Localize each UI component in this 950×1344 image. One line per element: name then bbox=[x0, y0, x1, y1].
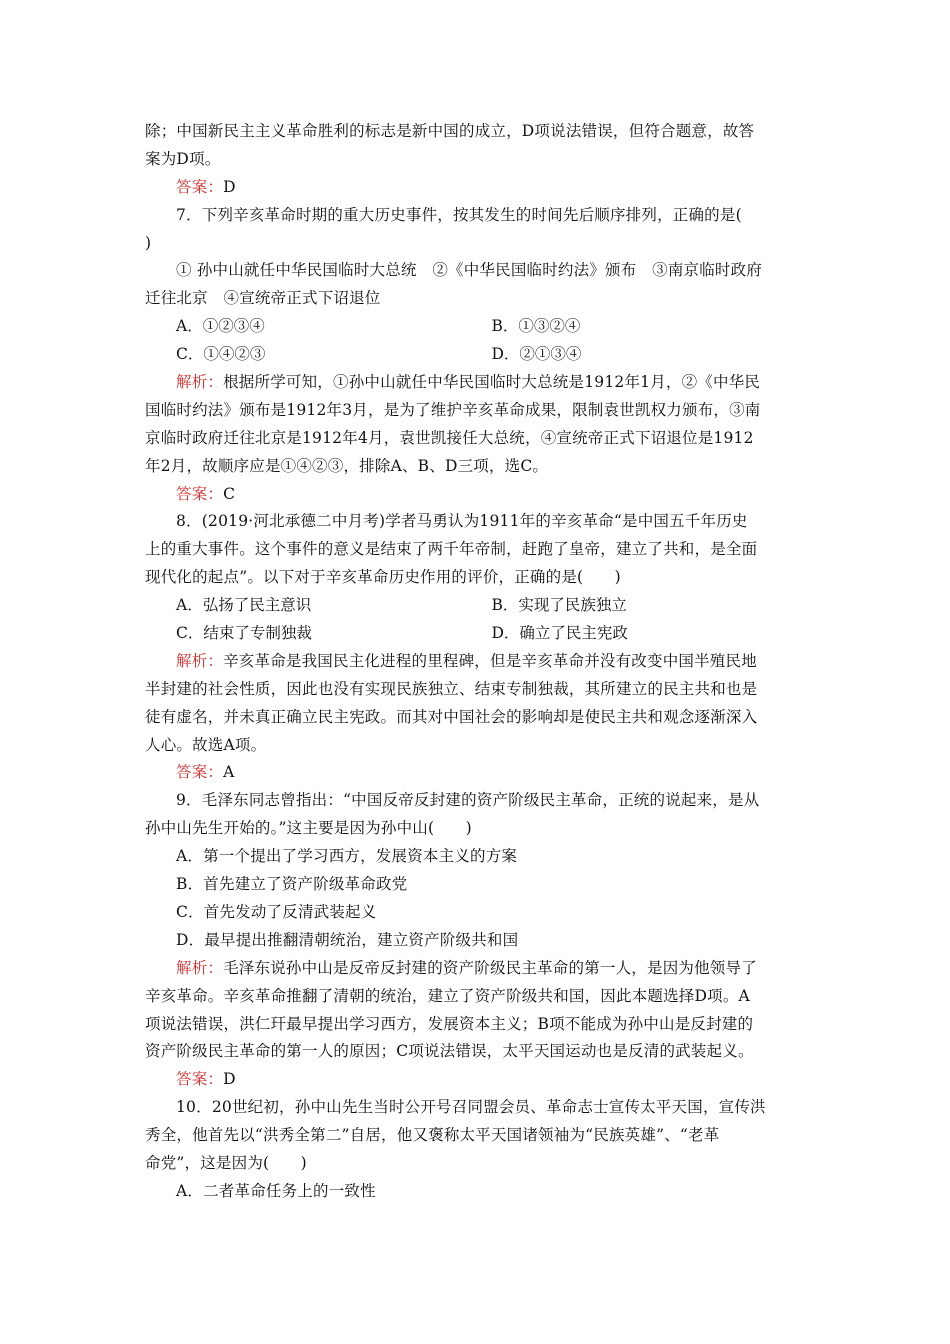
answer-value: D bbox=[223, 177, 236, 196]
analysis-line bbox=[145, 955, 807, 983]
text-line: 9．毛泽东同志曾指出：“中国反帝反封建的资产阶级民主革命，正统的说起来，是从 bbox=[176, 791, 760, 810]
text-line: 10．20世纪初，孙中山先生当时公开号召同盟会员、革命志士宣传太平天国，宣传洪 bbox=[176, 1098, 766, 1117]
text-line: 上的重大事件。这个事件的意义是结束了两千年帝制，赶跑了皇帝，建立了共和，是全面 bbox=[145, 540, 758, 559]
option-row bbox=[145, 620, 807, 648]
answer-line bbox=[145, 759, 807, 787]
analysis-text: 毛泽东说孙中山是反帝反封建的资产阶级民主革命的第一人，是因为他领导了 bbox=[223, 958, 757, 977]
text-line: 命党”，这是因为( ) bbox=[145, 1153, 307, 1172]
option-item: C．①④②③ bbox=[176, 345, 266, 364]
text-line: 国临时约法》颁布是1912年3月，是为了维护辛亥革命成果，限制袁世凯权力颁布，③南 bbox=[145, 400, 761, 419]
answer-label: 答案： bbox=[176, 177, 224, 196]
text-line: 现代化的起点”。以下对于辛亥革命历史作用的评价，正确的是( ) bbox=[145, 568, 621, 587]
text-line: 半封建的社会性质，因此也没有实现民族独立、结束专制独裁，其所建立的民主共和也是 bbox=[145, 679, 758, 698]
text-line: 项说法错误，洪仁玕最早提出学习西方，发展资本主义；B项不能成为孙中山是反封建的 bbox=[145, 1014, 754, 1033]
text-line: 资产阶级民主革命的第一人的原因；C项说法错误，太平天国运动也是反清的武装起义。 bbox=[145, 1042, 754, 1061]
answer-value: D bbox=[223, 1070, 236, 1089]
analysis-label: 解析： bbox=[176, 651, 224, 670]
text-line: 徒有虚名，并未真正确立民主宪政。而其对中国社会的影响却是使民主共和观念逐渐深入 bbox=[145, 707, 758, 726]
option-item: A．①②③④ bbox=[176, 317, 265, 336]
text-line: A．第一个提出了学习西方，发展资本主义的方案 bbox=[176, 847, 518, 866]
option-item: B．实现了民族独立 bbox=[491, 596, 627, 615]
analysis-line bbox=[145, 648, 807, 676]
answer-label: 答案： bbox=[176, 484, 224, 503]
text-line: 孙中山先生开始的。”这主要是因为孙中山( ) bbox=[145, 819, 472, 838]
answer-value: A bbox=[223, 763, 235, 782]
text-line: A．二者革命任务上的一致性 bbox=[176, 1181, 376, 1200]
text-line: C．首先发动了反清武装起义 bbox=[176, 902, 377, 921]
answer-label: 答案： bbox=[176, 1070, 224, 1089]
text-line: D．最早提出推翻清朝统治，建立资产阶级共和国 bbox=[176, 930, 519, 949]
text-line: 人心。故选A项。 bbox=[145, 735, 267, 754]
answer-line bbox=[145, 1066, 807, 1094]
answer-value: C bbox=[223, 484, 236, 503]
option-row bbox=[145, 341, 807, 369]
analysis-label: 解析： bbox=[176, 373, 224, 392]
option-item: D．确立了民主宪政 bbox=[491, 624, 628, 643]
text-line: ) bbox=[145, 233, 152, 252]
analysis-text: 辛亥革命是我国民主化进程的里程碑，但是辛亥革命并没有改变中国半殖民地 bbox=[223, 651, 757, 670]
option-item: C．结束了专制独裁 bbox=[176, 624, 312, 643]
text-line: 7．下列辛亥革命时期的重大历史事件，按其发生的时间先后顺序排列，正确的是( bbox=[176, 205, 742, 224]
text-line: 京临时政府迁往北京是1912年4月，袁世凯接任大总统，④宣统帝正式下诏退位是1912 bbox=[145, 428, 754, 447]
text-line: B．首先建立了资产阶级革命政党 bbox=[176, 875, 408, 894]
text-line: 年2月，故顺序应是①④②③，排除A、B、D三项，选C。 bbox=[145, 456, 549, 475]
text-line: 案为D项。 bbox=[145, 149, 221, 168]
document-page bbox=[145, 118, 807, 1206]
analysis-label: 解析： bbox=[176, 958, 224, 977]
text-line: 除；中国新民主主义革命胜利的标志是新中国的成立，D项说法错误，但符合题意，故答 bbox=[145, 122, 755, 140]
text-line: 8．(2019·河北承德二中月考)学者马勇认为1911年的辛亥革命“是中国五千年历史 bbox=[176, 512, 748, 531]
text-line: ① 孙中山就任中华民国临时大总统 ②《中华民国临时约法》颁布 ③南京临时政府 bbox=[176, 261, 763, 280]
option-row bbox=[145, 313, 807, 341]
text-line: 辛亥革命。辛亥革命推翻了清朝的统治，建立了资产阶级共和国，因此本题选择D项。A bbox=[145, 986, 750, 1005]
text-line: 迁往北京 ④宣统帝正式下诏退位 bbox=[145, 289, 381, 308]
option-row bbox=[145, 592, 807, 620]
option-item: D．②①③④ bbox=[491, 345, 582, 364]
answer-line bbox=[145, 481, 807, 509]
answer-label: 答案： bbox=[176, 763, 224, 782]
option-item: B．①③②④ bbox=[491, 317, 581, 336]
analysis-text: 根据所学可知，①孙中山就任中华民国临时大总统是1912年1月，②《中华民 bbox=[223, 373, 761, 392]
text-line: 秀全，他首先以“洪秀全第二”自居，他又褒称太平天国诸领袖为“民族英雄”、“老革 bbox=[145, 1126, 720, 1145]
analysis-line bbox=[145, 369, 807, 397]
answer-line bbox=[145, 174, 807, 202]
option-item: A．弘扬了民主意识 bbox=[176, 596, 312, 615]
